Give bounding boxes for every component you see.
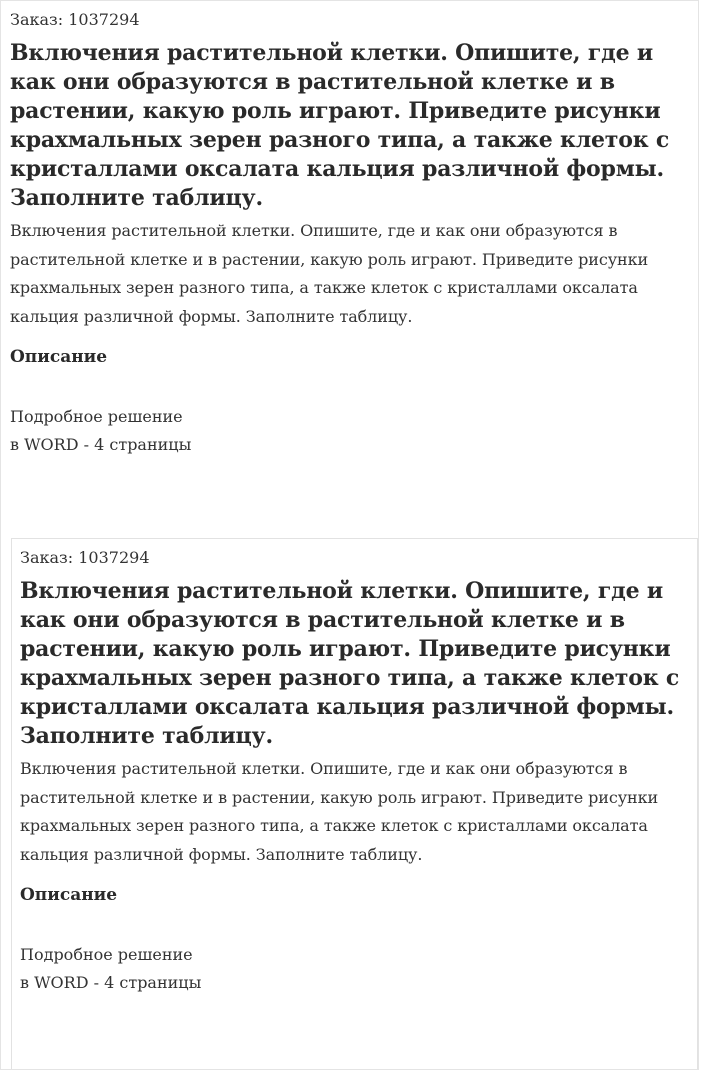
solution-type: Подробное решение	[10, 407, 183, 427]
order-card-duplicate	[11, 538, 698, 1070]
order-title: Включения растительной клетки. Опишите, где и как они образуются в растительной клетке и в растении, какую роль играют. Приведите рисунки крахмальных зерен разного типа, а также клеток с кристаллами оксалата кальция различной формы. Заполните таблицу.	[10, 40, 670, 211]
order-body-text: Включения растительной клетки. Опишите, где и как они образуются в растительной клетке и в растении, какую роль играют. Приведите рисунки крахмальных зерен разного типа, а также клеток с кристаллами оксалата кальция различной формы. Заполните таблицу.	[10, 221, 649, 326]
description-heading: Описание	[20, 885, 118, 906]
order-title: Включения растительной клетки. Опишите, где и как они образуются в растительной клетке и в растении, какую роль играют. Приведите рисунки крахмальных зерен разного типа, а также клеток с кристаллами оксалата кальция различной формы. Заполните таблицу.	[20, 578, 680, 749]
solution-type: Подробное решение	[20, 945, 193, 965]
order-number: Заказ: 1037294	[20, 548, 150, 567]
description-heading: Описание	[10, 347, 108, 368]
order-number: Заказ: 1037294	[10, 10, 140, 29]
solution-format: в WORD - 4 страницы	[10, 435, 192, 455]
order-card	[10, 9, 694, 459]
order-body-text: Включения растительной клетки. Опишите, где и как они образуются в растительной клетке и в растении, какую роль играют. Приведите рисунки крахмальных зерен разного типа, а также клеток с кристаллами оксалата кальция различной формы. Заполните таблицу.	[20, 759, 659, 864]
solution-format: в WORD - 4 страницы	[20, 973, 202, 993]
